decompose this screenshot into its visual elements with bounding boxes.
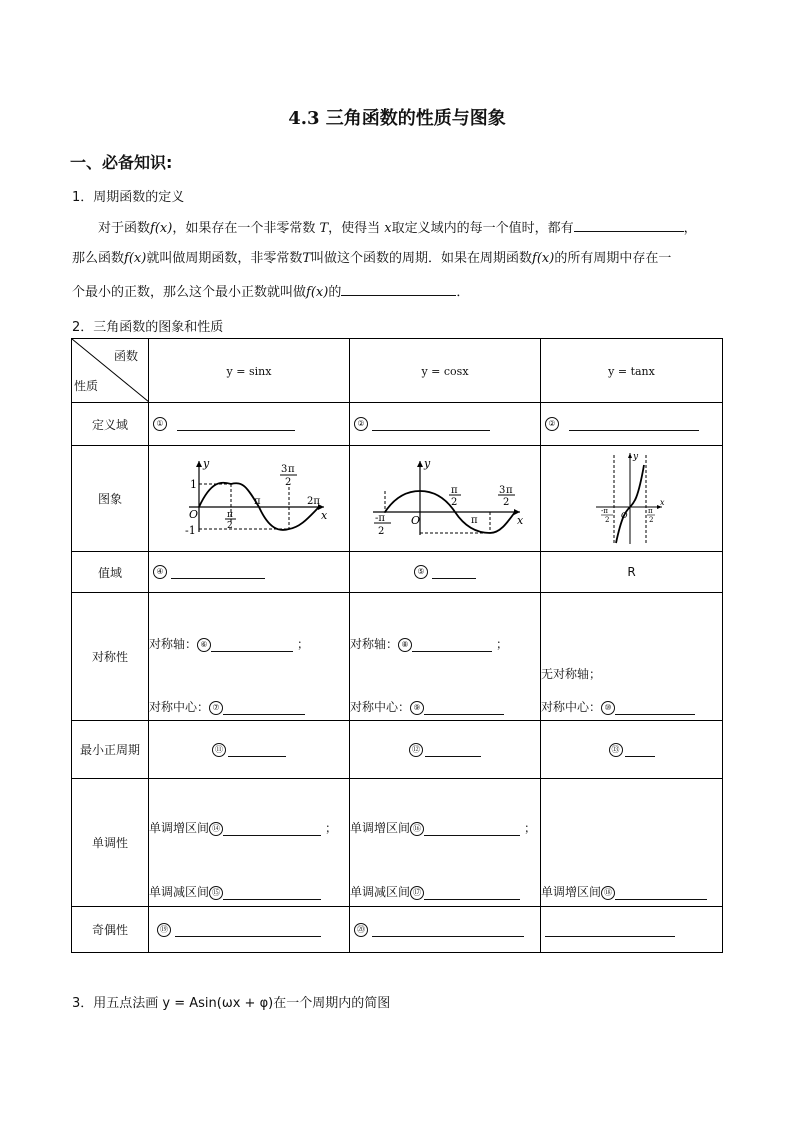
svg-text:3: 3: [281, 464, 288, 475]
cell-range-cos: ⑤: [350, 552, 541, 593]
svg-text:-π: -π: [600, 507, 608, 515]
answer-blank[interactable]: [424, 822, 520, 836]
cell-symmetry-cos: [350, 593, 541, 721]
svg-text:π: π: [288, 464, 295, 475]
answer-blank[interactable]: [574, 217, 684, 232]
row-label-domain: 定义域: [72, 403, 149, 446]
no-symmetry-axis: 无对称轴；: [541, 667, 602, 681]
decreasing-interval: 单调减区间 ⑮: [149, 883, 321, 900]
svg-text:π: π: [254, 496, 261, 507]
col-header-tan: y = tanx: [541, 339, 723, 403]
svg-text:π: π: [506, 485, 513, 496]
cell-period-tan: ⑬: [541, 721, 723, 779]
answer-blank[interactable]: [615, 701, 695, 715]
cell-period-cos: ⑫: [350, 721, 541, 779]
cell-parity-tan: [541, 907, 723, 953]
answer-blank[interactable]: [228, 743, 286, 757]
answer-blank[interactable]: [223, 886, 321, 900]
svg-text:y: y: [203, 457, 210, 470]
answer-blank[interactable]: [432, 565, 476, 579]
increasing-interval: 单调增区间 ⑯ ；: [350, 821, 537, 835]
answer-blank[interactable]: [372, 923, 524, 937]
sin-graph: [169, 457, 329, 537]
svg-text:x: x: [321, 509, 328, 522]
symmetry-center-line: 对称中心： ⑩: [541, 698, 695, 715]
svg-text:2: 2: [285, 477, 292, 488]
item2-heading: 2．三角函数的图象和性质: [72, 320, 224, 335]
cell-domain-sin: ①: [149, 403, 350, 446]
answer-blank[interactable]: [425, 743, 481, 757]
section-heading: 一、必备知识:: [70, 153, 173, 172]
cell-graph-tan: [541, 446, 723, 552]
col-header-sin: y = sinx: [149, 339, 350, 403]
svg-text:O: O: [620, 511, 628, 520]
tan-graph: [592, 449, 672, 545]
cell-monotonic-cos: [350, 779, 541, 907]
cell-range-sin: ④: [149, 552, 350, 593]
cell-period-sin: ⑪: [149, 721, 350, 779]
svg-text:O: O: [189, 508, 199, 521]
cell-graph-sin: [149, 446, 350, 552]
row-label-range: 值域: [72, 552, 149, 593]
svg-text:π: π: [451, 485, 458, 496]
row-label-period: 最小正周期: [72, 721, 149, 779]
item1-line1: 对于函数f(x)，如果存在一个非零常数 T，使得当 x取定义域内的每一个值时，都有 ，: [72, 216, 732, 242]
row-label-graph: 图象: [72, 446, 149, 552]
col-header-cos: y = cosx: [350, 339, 541, 403]
svg-text:π: π: [647, 507, 653, 515]
svg-text:x: x: [659, 498, 665, 507]
cell-graph-cos: [350, 446, 541, 552]
cos-graph: [365, 457, 525, 537]
answer-blank[interactable]: [175, 923, 321, 937]
svg-text:2: 2: [648, 516, 653, 524]
answer-blank[interactable]: [223, 822, 321, 836]
cell-range-tan: R: [541, 552, 723, 593]
cell-symmetry-sin: [149, 593, 350, 721]
svg-text:π: π: [471, 515, 478, 526]
answer-blank[interactable]: [424, 886, 520, 900]
answer-blank[interactable]: [341, 281, 456, 296]
cell-domain-tan: ②: [541, 403, 723, 446]
row-label-parity: 奇偶性: [72, 907, 149, 953]
answer-blank[interactable]: [545, 923, 675, 937]
svg-text:1: 1: [190, 478, 197, 491]
svg-text:2π: 2π: [307, 496, 320, 507]
row-label-symmetry: 对称性: [72, 593, 149, 721]
item1-heading: 1．周期函数的定义: [72, 190, 185, 205]
symmetry-axis-line: 对称轴： ⑧ ；: [350, 637, 509, 651]
answer-blank[interactable]: [625, 743, 655, 757]
corner-bottom-label: 性质: [74, 379, 99, 393]
svg-text:2: 2: [378, 526, 385, 537]
symmetry-center-line: 对称中心： ⑨: [350, 698, 504, 715]
svg-text:y: y: [424, 457, 431, 470]
svg-text:O: O: [411, 514, 421, 527]
svg-text:2: 2: [227, 521, 233, 531]
svg-text:π: π: [227, 510, 233, 520]
answer-blank[interactable]: [412, 638, 492, 652]
cell-parity-sin: ⑲: [149, 907, 350, 953]
item1-line3: 个最小的正数，那么这个最小正数就叫做f(x)的 ．: [72, 280, 732, 306]
svg-text:y: y: [632, 452, 638, 462]
answer-blank[interactable]: [177, 417, 295, 431]
cell-parity-cos: ⑳: [350, 907, 541, 953]
svg-text:2: 2: [604, 516, 609, 524]
answer-blank[interactable]: [211, 638, 293, 652]
answer-blank[interactable]: [223, 701, 305, 715]
svg-text:2: 2: [503, 497, 510, 508]
symmetry-axis-line: 对称轴： ⑥ ；: [149, 637, 310, 651]
answer-blank[interactable]: [569, 417, 699, 431]
row-label-monotonic: 单调性: [72, 779, 149, 907]
item3-heading: 3．用五点法画 y = Asin(ωx + φ)在一个周期内的简图: [72, 996, 391, 1011]
svg-text:2: 2: [451, 497, 458, 508]
increasing-interval: 单调增区间 ⑱: [541, 883, 707, 900]
svg-text:x: x: [517, 514, 524, 527]
cell-monotonic-sin: [149, 779, 350, 907]
item1-line2: 那么函数f(x)就叫做周期函数，非零常数T叫做这个函数的周期．如果在周期函数f(x)的所有周期中存在一: [72, 251, 672, 266]
answer-blank[interactable]: [615, 886, 707, 900]
cell-symmetry-tan: [541, 593, 723, 721]
svg-text:-π: -π: [375, 513, 385, 524]
increasing-interval: 单调增区间 ⑭ ；: [149, 821, 338, 835]
svg-text:3: 3: [499, 485, 506, 496]
answer-blank[interactable]: [171, 565, 265, 579]
trig-properties-table: [71, 338, 723, 953]
corner-cell: [72, 339, 149, 403]
answer-blank[interactable]: [372, 417, 490, 431]
decreasing-interval: 单调减区间 ⑰: [350, 883, 520, 900]
page-title: 4.3 三角函数的性质与图象: [288, 108, 506, 129]
answer-blank[interactable]: [424, 701, 504, 715]
corner-top-label: 函数: [113, 349, 138, 363]
symmetry-center-line: 对称中心： ⑦: [149, 698, 305, 715]
cell-domain-cos: ②: [350, 403, 541, 446]
cell-monotonic-tan: [541, 779, 723, 907]
svg-text:-1: -1: [185, 524, 196, 537]
